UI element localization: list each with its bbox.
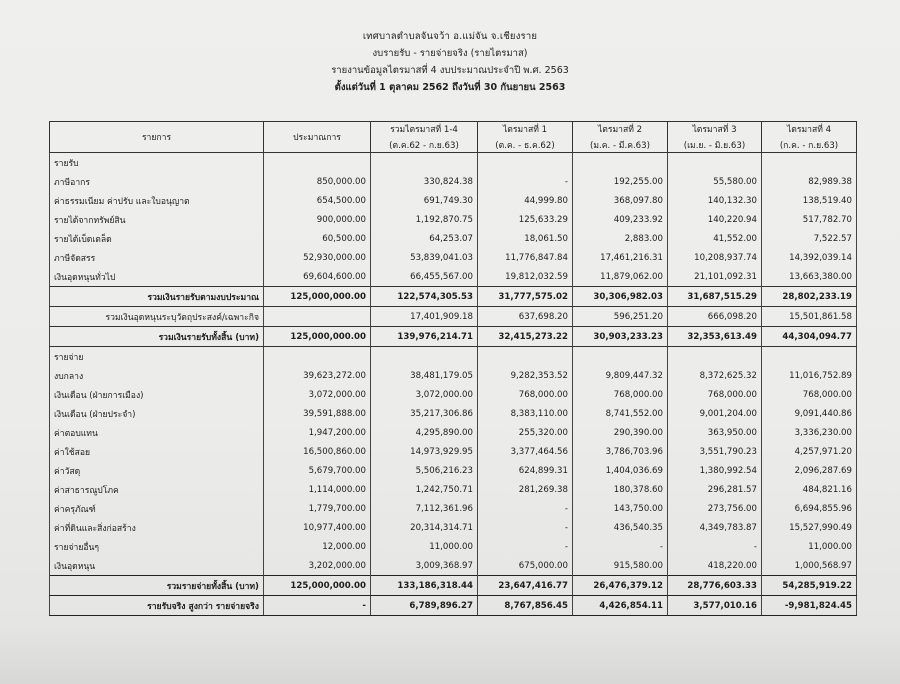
expense-table-row — [50, 537, 857, 556]
row-label: ค่าธรรมเนียม ค่าปรับ และใบอนุญาต — [50, 191, 264, 210]
cell-total: 38,481,179.05 — [371, 366, 478, 385]
cell-q1: 768,000.00 — [478, 385, 573, 404]
cell-total: 133,186,318.44 — [371, 576, 478, 596]
expense-table-row — [50, 518, 857, 537]
cell-est: 3,202,000.00 — [264, 556, 371, 576]
row-label: รวมเงินอุดหนุนระบุวัตถุประสงค์/เฉพาะกิจ — [50, 307, 264, 327]
row-label: รายจ่ายอื่นๆ — [50, 537, 264, 556]
cell-q4: 7,522.57 — [762, 229, 857, 248]
cell-q2: 3,786,703.96 — [573, 442, 668, 461]
photo-shadow — [0, 624, 900, 684]
cell-q4: 3,336,230.00 — [762, 423, 857, 442]
header-estimate: ประมาณการ — [264, 122, 371, 153]
cell-est: 60,500.00 — [264, 229, 371, 248]
income-expense-table — [49, 121, 857, 616]
cell-est: 69,604,600.00 — [264, 267, 371, 287]
cell-q4: 2,096,287.69 — [762, 461, 857, 480]
header-q1-label: ไตรมาสที่ 1 — [502, 125, 548, 135]
cell-q4: 484,821.16 — [762, 480, 857, 499]
cell-q2: 192,255.00 — [573, 172, 668, 191]
cell-q2: 11,879,062.00 — [573, 267, 668, 287]
cell-q1: 19,812,032.59 — [478, 267, 573, 287]
row-label: รวมเงินรายรับตามงบประมาณ — [50, 287, 264, 307]
cell-total: 5,506,216.23 — [371, 461, 478, 480]
cell-est: 1,947,200.00 — [264, 423, 371, 442]
cell-total: 4,295,890.00 — [371, 423, 478, 442]
header-q2-period: (ม.ค. - มี.ค.63) — [590, 141, 650, 151]
row-label: ค่าใช้สอย — [50, 442, 264, 461]
income-budget-total-row — [50, 287, 857, 307]
cell-q2: 180,378.60 — [573, 480, 668, 499]
cell-q1: 8,383,110.00 — [478, 404, 573, 423]
row-label: เงินเดือน (ฝ่ายประจำ) — [50, 404, 264, 423]
header-q4-period: (ก.ค. - ก.ย.63) — [779, 141, 839, 151]
cell-q1: 31,777,575.02 — [478, 287, 573, 307]
cell-q4: 14,392,039.14 — [762, 248, 857, 267]
cell-q1: - — [478, 499, 573, 518]
cell-total: 20,314,314.71 — [371, 518, 478, 537]
row-label: รายได้จากทรัพย์สิน — [50, 210, 264, 229]
expense-table-row — [50, 366, 857, 385]
cell-q4: 13,663,380.00 — [762, 267, 857, 287]
cell-q3: 296,281.57 — [668, 480, 762, 499]
cell-q1: 44,999.80 — [478, 191, 573, 210]
cell-q2: 768,000.00 — [573, 385, 668, 404]
row-label: ค่าสาธารณูปโภค — [50, 480, 264, 499]
expense-table-row — [50, 404, 857, 423]
cell-est: 125,000,000.00 — [264, 287, 371, 307]
cell-q2: 4,426,854.11 — [573, 596, 668, 616]
income-table-row — [50, 210, 857, 229]
cell-q4: 517,782.70 — [762, 210, 857, 229]
income-grand-total-row — [50, 327, 857, 347]
cell-q4: 54,285,919.22 — [762, 576, 857, 596]
cell-q1: - — [478, 172, 573, 191]
row-label: งบกลาง — [50, 366, 264, 385]
cell-q2: - — [573, 537, 668, 556]
cell-q1: 281,269.38 — [478, 480, 573, 499]
cell-q4: 6,694,855.96 — [762, 499, 857, 518]
header-report-period: รายงานข้อมูลไตรมาสที่ 4 งบประมาณประจำปี พ.ศ. 2563 — [331, 65, 569, 76]
expense-table-row — [50, 461, 857, 480]
cell-q3: 1,380,992.54 — [668, 461, 762, 480]
cell-total: 53,839,041.03 — [371, 248, 478, 267]
cell-q3: 140,132.30 — [668, 191, 762, 210]
cell-total: 330,824.38 — [371, 172, 478, 191]
income-table-row — [50, 267, 857, 287]
cell-q4: 28,802,233.19 — [762, 287, 857, 307]
expense-table-row — [50, 499, 857, 518]
cell-q1: 32,415,273.22 — [478, 327, 573, 347]
net-surplus-row — [50, 596, 857, 616]
cell-q3: 3,551,790.23 — [668, 442, 762, 461]
header-report-type: งบรายรับ - รายจ่ายจริง (รายไตรมาส) — [372, 48, 528, 59]
cell-total: 139,976,214.71 — [371, 327, 478, 347]
cell-q2: 915,580.00 — [573, 556, 668, 576]
cell-q1: 3,377,464.56 — [478, 442, 573, 461]
header-q2-label: ไตรมาสที่ 2 — [597, 125, 643, 135]
header-q4-label: ไตรมาสที่ 4 — [786, 125, 832, 135]
row-label: รายได้เบ็ดเตล็ด — [50, 229, 264, 248]
cell-total: 3,009,368.97 — [371, 556, 478, 576]
cell-q3: 10,208,937.74 — [668, 248, 762, 267]
cell-total: 11,000.00 — [371, 537, 478, 556]
report-header — [0, 28, 900, 96]
cell-est: 1,114,000.00 — [264, 480, 371, 499]
cell-q1: 23,647,416.77 — [478, 576, 573, 596]
cell-q1: - — [478, 537, 573, 556]
cell-est — [264, 307, 371, 327]
cell-q3: 21,101,092.31 — [668, 267, 762, 287]
cell-est: 5,679,700.00 — [264, 461, 371, 480]
expense-table-row — [50, 480, 857, 499]
cell-q3: 28,776,603.33 — [668, 576, 762, 596]
header-q3-period: (เม.ย. - มิ.ย.63) — [683, 141, 746, 151]
cell-q2: 30,903,233.23 — [573, 327, 668, 347]
row-label: รวมรายจ่ายทั้งสิ้น (บาท) — [50, 576, 264, 596]
cell-q1: 624,899.31 — [478, 461, 573, 480]
row-label: รวมเงินรายรับทั้งสิ้น (บาท) — [50, 327, 264, 347]
cell-est: 16,500,860.00 — [264, 442, 371, 461]
cell-total: 17,401,909.18 — [371, 307, 478, 327]
cell-total: 64,253.07 — [371, 229, 478, 248]
row-label: รายรับจริง สูงกว่า รายจ่ายจริง — [50, 596, 264, 616]
header-q4 — [762, 122, 857, 153]
row-label: เงินอุดหนุนทั่วไป — [50, 267, 264, 287]
header-organization: เทศบาลตำบลจันจว้า อ.แม่จัน จ.เชียงราย — [362, 31, 538, 42]
cell-q4: 82,989.38 — [762, 172, 857, 191]
cell-est: 654,500.00 — [264, 191, 371, 210]
cell-q3: 41,552.00 — [668, 229, 762, 248]
header-total-quarters-period: (ต.ค.62 - ก.ย.63) — [389, 141, 459, 151]
cell-est: 52,930,000.00 — [264, 248, 371, 267]
cell-q2: 290,390.00 — [573, 423, 668, 442]
cell-total: 14,973,929.95 — [371, 442, 478, 461]
cell-q4: 15,527,990.49 — [762, 518, 857, 537]
expense-table-row — [50, 442, 857, 461]
cell-q3: 140,220.94 — [668, 210, 762, 229]
cell-q3: 55,580.00 — [668, 172, 762, 191]
expense-table-row — [50, 423, 857, 442]
row-label: ภาษีอากร — [50, 172, 264, 191]
cell-q2: 143,750.00 — [573, 499, 668, 518]
row-label: เงินเดือน (ฝ่ายการเมือง) — [50, 385, 264, 404]
row-label: ค่าครุภัณฑ์ — [50, 499, 264, 518]
expense-grand-total-row — [50, 576, 857, 596]
cell-q3: 4,349,783.87 — [668, 518, 762, 537]
cell-q4: 11,016,752.89 — [762, 366, 857, 385]
cell-total: 1,192,870.75 — [371, 210, 478, 229]
cell-total: 3,072,000.00 — [371, 385, 478, 404]
expense-table-row — [50, 385, 857, 404]
cell-q1: 255,320.00 — [478, 423, 573, 442]
cell-q4: 9,091,440.86 — [762, 404, 857, 423]
cell-total: 66,455,567.00 — [371, 267, 478, 287]
cell-total: 1,242,750.71 — [371, 480, 478, 499]
expense-section-title: รายจ่าย — [50, 347, 264, 367]
cell-q4: 4,257,971.20 — [762, 442, 857, 461]
cell-q2: 17,461,216.31 — [573, 248, 668, 267]
cell-q3: 418,220.00 — [668, 556, 762, 576]
cell-q4: -9,981,824.45 — [762, 596, 857, 616]
expense-table-row — [50, 556, 857, 576]
cell-q2: 596,251.20 — [573, 307, 668, 327]
header-q2 — [573, 122, 668, 153]
cell-q1: 8,767,856.45 — [478, 596, 573, 616]
income-grant-total-row — [50, 307, 857, 327]
header-q3-label: ไตรมาสที่ 3 — [692, 125, 737, 135]
cell-est: 125,000,000.00 — [264, 576, 371, 596]
cell-q3: 3,577,010.16 — [668, 596, 762, 616]
cell-est: 850,000.00 — [264, 172, 371, 191]
cell-est: 39,623,272.00 — [264, 366, 371, 385]
table-header-row — [50, 122, 857, 153]
cell-est: 39,591,888.00 — [264, 404, 371, 423]
cell-q2: 409,233.92 — [573, 210, 668, 229]
cell-q1: 675,000.00 — [478, 556, 573, 576]
income-table-row — [50, 229, 857, 248]
income-section-title-row — [50, 153, 857, 173]
cell-q4: 15,501,861.58 — [762, 307, 857, 327]
cell-q3: 768,000.00 — [668, 385, 762, 404]
row-label: ค่าตอบแทน — [50, 423, 264, 442]
cell-q4: 138,519.40 — [762, 191, 857, 210]
cell-q1: 11,776,847.84 — [478, 248, 573, 267]
header-q1 — [478, 122, 573, 153]
cell-q4: 44,304,094.77 — [762, 327, 857, 347]
cell-q1: 125,633.29 — [478, 210, 573, 229]
cell-total: 691,749.30 — [371, 191, 478, 210]
cell-q2: 30,306,982.03 — [573, 287, 668, 307]
cell-q3: 363,950.00 — [668, 423, 762, 442]
cell-q1: 18,061.50 — [478, 229, 573, 248]
cell-q2: 2,883.00 — [573, 229, 668, 248]
cell-q1: 637,698.20 — [478, 307, 573, 327]
cell-q1: - — [478, 518, 573, 537]
income-rows — [50, 172, 857, 287]
income-table-row — [50, 172, 857, 191]
cell-est: 1,779,700.00 — [264, 499, 371, 518]
cell-est: 900,000.00 — [264, 210, 371, 229]
cell-q3: 31,687,515.29 — [668, 287, 762, 307]
cell-total: 7,112,361.96 — [371, 499, 478, 518]
cell-q2: 26,476,379.12 — [573, 576, 668, 596]
header-q3 — [668, 122, 762, 153]
cell-q3: 32,353,613.49 — [668, 327, 762, 347]
income-section-title: รายรับ — [50, 153, 264, 173]
cell-q1: 9,282,353.52 — [478, 366, 573, 385]
cell-est: 10,977,400.00 — [264, 518, 371, 537]
header-date-range: ตั้งแต่วันที่ 1 ตุลาคม 2562 ถึงวันที่ 30 กันยายน 2563 — [334, 82, 566, 93]
header-q1-period: (ต.ค. - ธ.ค.62) — [495, 141, 555, 151]
header-total-quarters-label: รวมไตรมาสที่ 1-4 — [390, 125, 458, 135]
cell-total: 6,789,896.27 — [371, 596, 478, 616]
cell-total: 122,574,305.53 — [371, 287, 478, 307]
header-total-quarters — [371, 122, 478, 153]
cell-q2: 9,809,447.32 — [573, 366, 668, 385]
income-table-row — [50, 191, 857, 210]
header-item: รายการ — [50, 122, 264, 153]
cell-q2: 1,404,036.69 — [573, 461, 668, 480]
income-table-row — [50, 248, 857, 267]
cell-est: 3,072,000.00 — [264, 385, 371, 404]
cell-est: 12,000.00 — [264, 537, 371, 556]
row-label: ค่าที่ดินและสิ่งก่อสร้าง — [50, 518, 264, 537]
cell-est: 125,000,000.00 — [264, 327, 371, 347]
cell-est: - — [264, 596, 371, 616]
cell-q4: 11,000.00 — [762, 537, 857, 556]
cell-q2: 436,540.35 — [573, 518, 668, 537]
row-label: ค่าวัสดุ — [50, 461, 264, 480]
cell-q4: 1,000,568.97 — [762, 556, 857, 576]
expense-section-title-row — [50, 347, 857, 367]
cell-total: 35,217,306.86 — [371, 404, 478, 423]
cell-q3: 8,372,625.32 — [668, 366, 762, 385]
cell-q3: 666,098.20 — [668, 307, 762, 327]
cell-q3: 9,001,204.00 — [668, 404, 762, 423]
row-label: ภาษีจัดสรร — [50, 248, 264, 267]
cell-q3: 273,756.00 — [668, 499, 762, 518]
cell-q2: 8,741,552.00 — [573, 404, 668, 423]
cell-q4: 768,000.00 — [762, 385, 857, 404]
row-label: เงินอุดหนุน — [50, 556, 264, 576]
cell-q3: - — [668, 537, 762, 556]
cell-q2: 368,097.80 — [573, 191, 668, 210]
expense-rows — [50, 366, 857, 576]
